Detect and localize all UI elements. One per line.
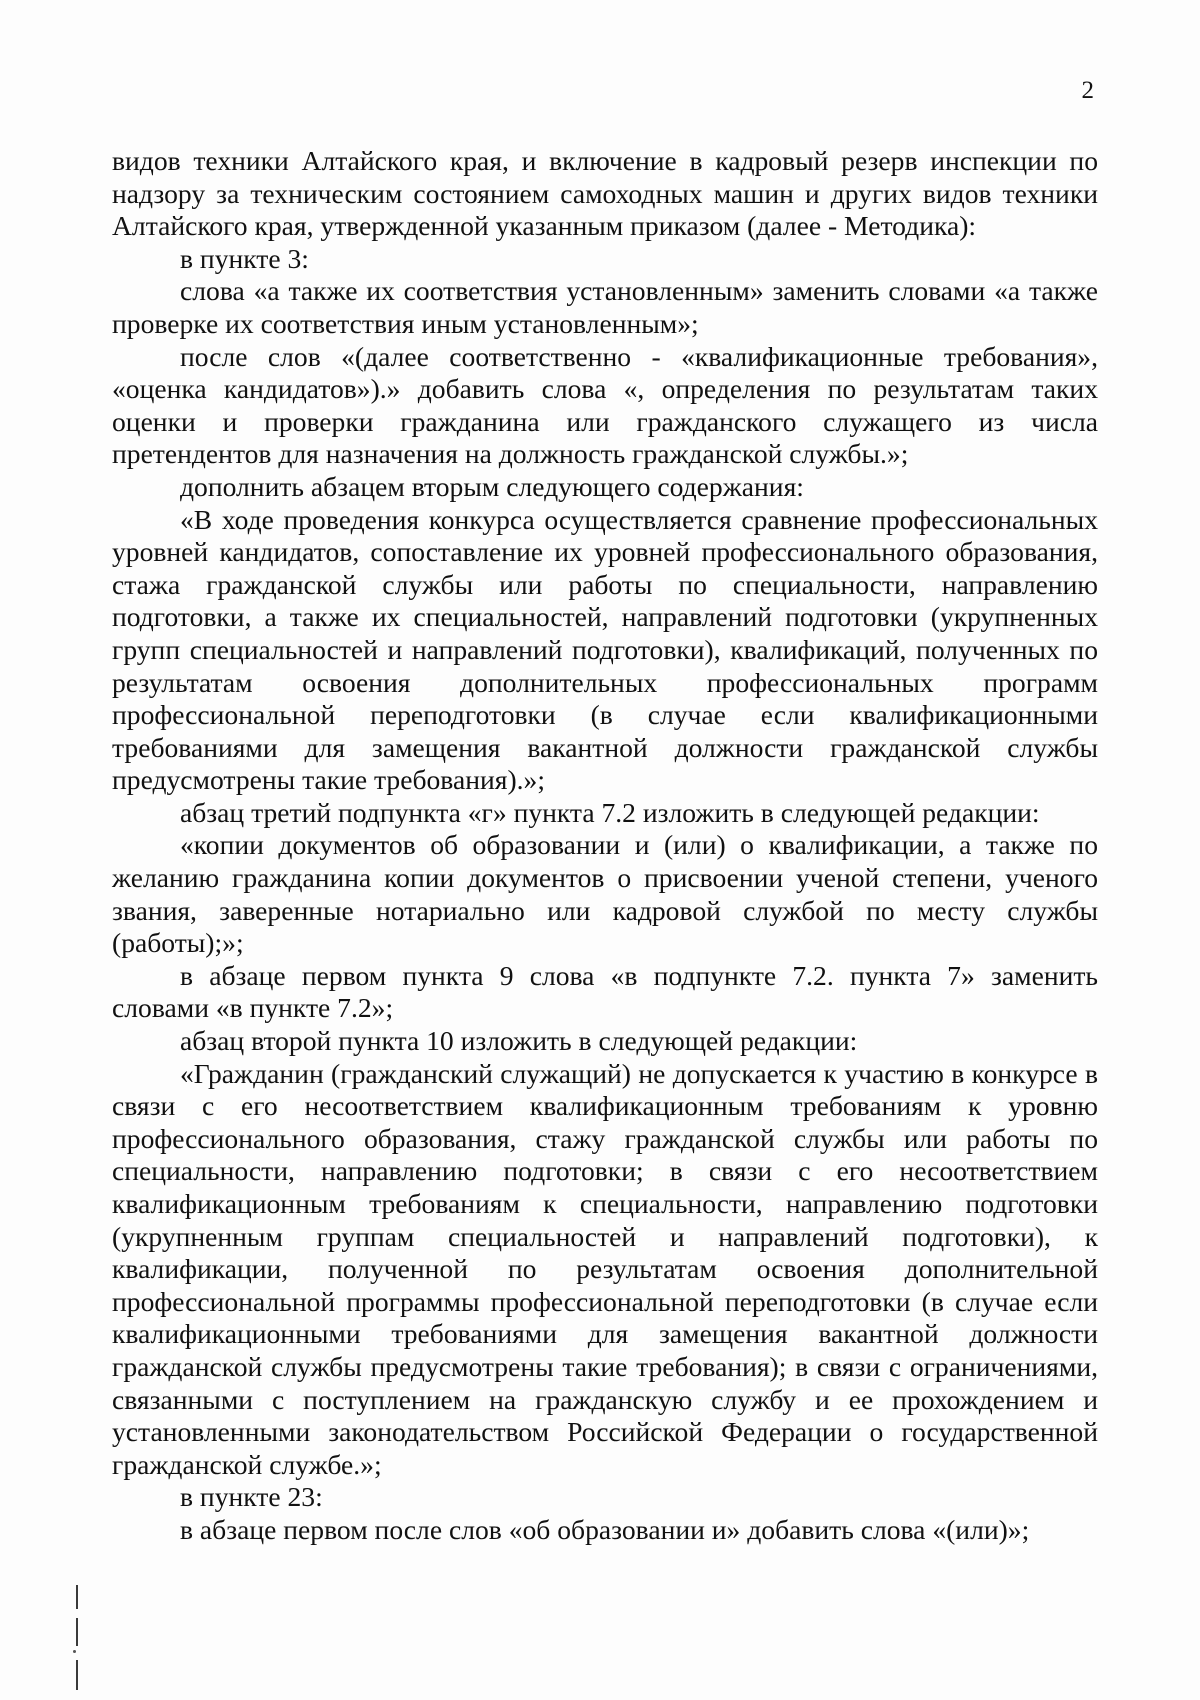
paragraph: абзац второй пункта 10 изложить в следующей редакции:	[180, 1025, 858, 1057]
scan-margin-mark	[76, 1618, 78, 1646]
paragraph: «копии документов об образовании и (или) о квалификации, а также по желанию гражданина копии документов о присвоении ученой степени, ученого звания, заверенные нотариально или кадровой службой по месту службы (работы);»;	[112, 829, 1098, 959]
paragraph: видов техники Алтайского края, и включение в кадровый резерв инспекции по надзору за техническим состоянием самоходных машин и других видов техники Алтайского края, утвержденной указанным приказом (далее - Методика):	[112, 145, 1098, 242]
paragraph: абзац третий подпункта «г» пункта 7.2 изложить в следующей редакции:	[180, 796, 1040, 828]
scan-speck	[73, 1650, 76, 1653]
scan-margin-mark	[76, 1585, 78, 1609]
paragraph: в абзаце первом пункта 9 слова «в подпункте 7.2. пункта 7» заменить словами «в пункте 7.2»;	[112, 959, 1098, 1024]
document-body	[112, 145, 1098, 1547]
paragraph: «Гражданин (гражданский служащий) не допускается к участию в конкурсе в связи с его несоответствием квалификационным требованиям к уровню профессионального образования, стажу гражданской службы или работы по специальности, направлению подготовки; в связи с его несоответствием квалификационным требованиям к специальности, направлению подготовки (укрупненным группам специальностей и направлений подготовки), к квалификации, полученной по результатам освоения дополнительной профессиональной программы профессиональной переподготовки (в случае если квалификационными требованиями для замещения вакантной должности гражданской службы предусмотрены такие требования); в связи с ограничениями, связанными с поступлением на гражданскую службу и ее прохождением и установленными законодательством Российской Федерации о государственной гражданской службе.»;	[112, 1057, 1098, 1480]
paragraph: «В ходе проведения конкурса осуществляется сравнение профессиональных уровней кандидатов, сопоставление их уровней профессионального образования, стажа гражданской службы или работы по специальности, направлению подготовки, а также их специальностей, направлений подготовки (укрупненных групп специальностей и направлений подготовки), квалификаций, полученных по результатам освоения дополнительных профессиональных программ профессиональной переподготовки (в случае если квалификационными требованиями для замещения вакантной должности гражданской службы предусмотрены такие требования).»;	[112, 503, 1098, 796]
paragraph: в пункте 3:	[180, 242, 309, 274]
paragraph: дополнить абзацем вторым следующего содержания:	[180, 470, 804, 502]
page-number: 2	[1081, 77, 1094, 104]
paragraph: в пункте 23:	[180, 1481, 323, 1513]
scan-margin-mark	[76, 1660, 78, 1690]
paragraph: слова «а также их соответствия установленным» заменить словами «а также проверке их соответствия иным установленным»;	[112, 275, 1098, 339]
paragraph: после слов «(далее соответственно - «квалификационные требования», «оценка кандидатов»).» добавить слова «, определения по результатам таких оценки и проверки гражданина или гражданского служащего из числа претендентов для назначения на должность гражданской службы.»;	[112, 340, 1098, 470]
paragraph: в абзаце первом после слов «об образовании и» добавить слова «(или)»;	[180, 1513, 1030, 1545]
